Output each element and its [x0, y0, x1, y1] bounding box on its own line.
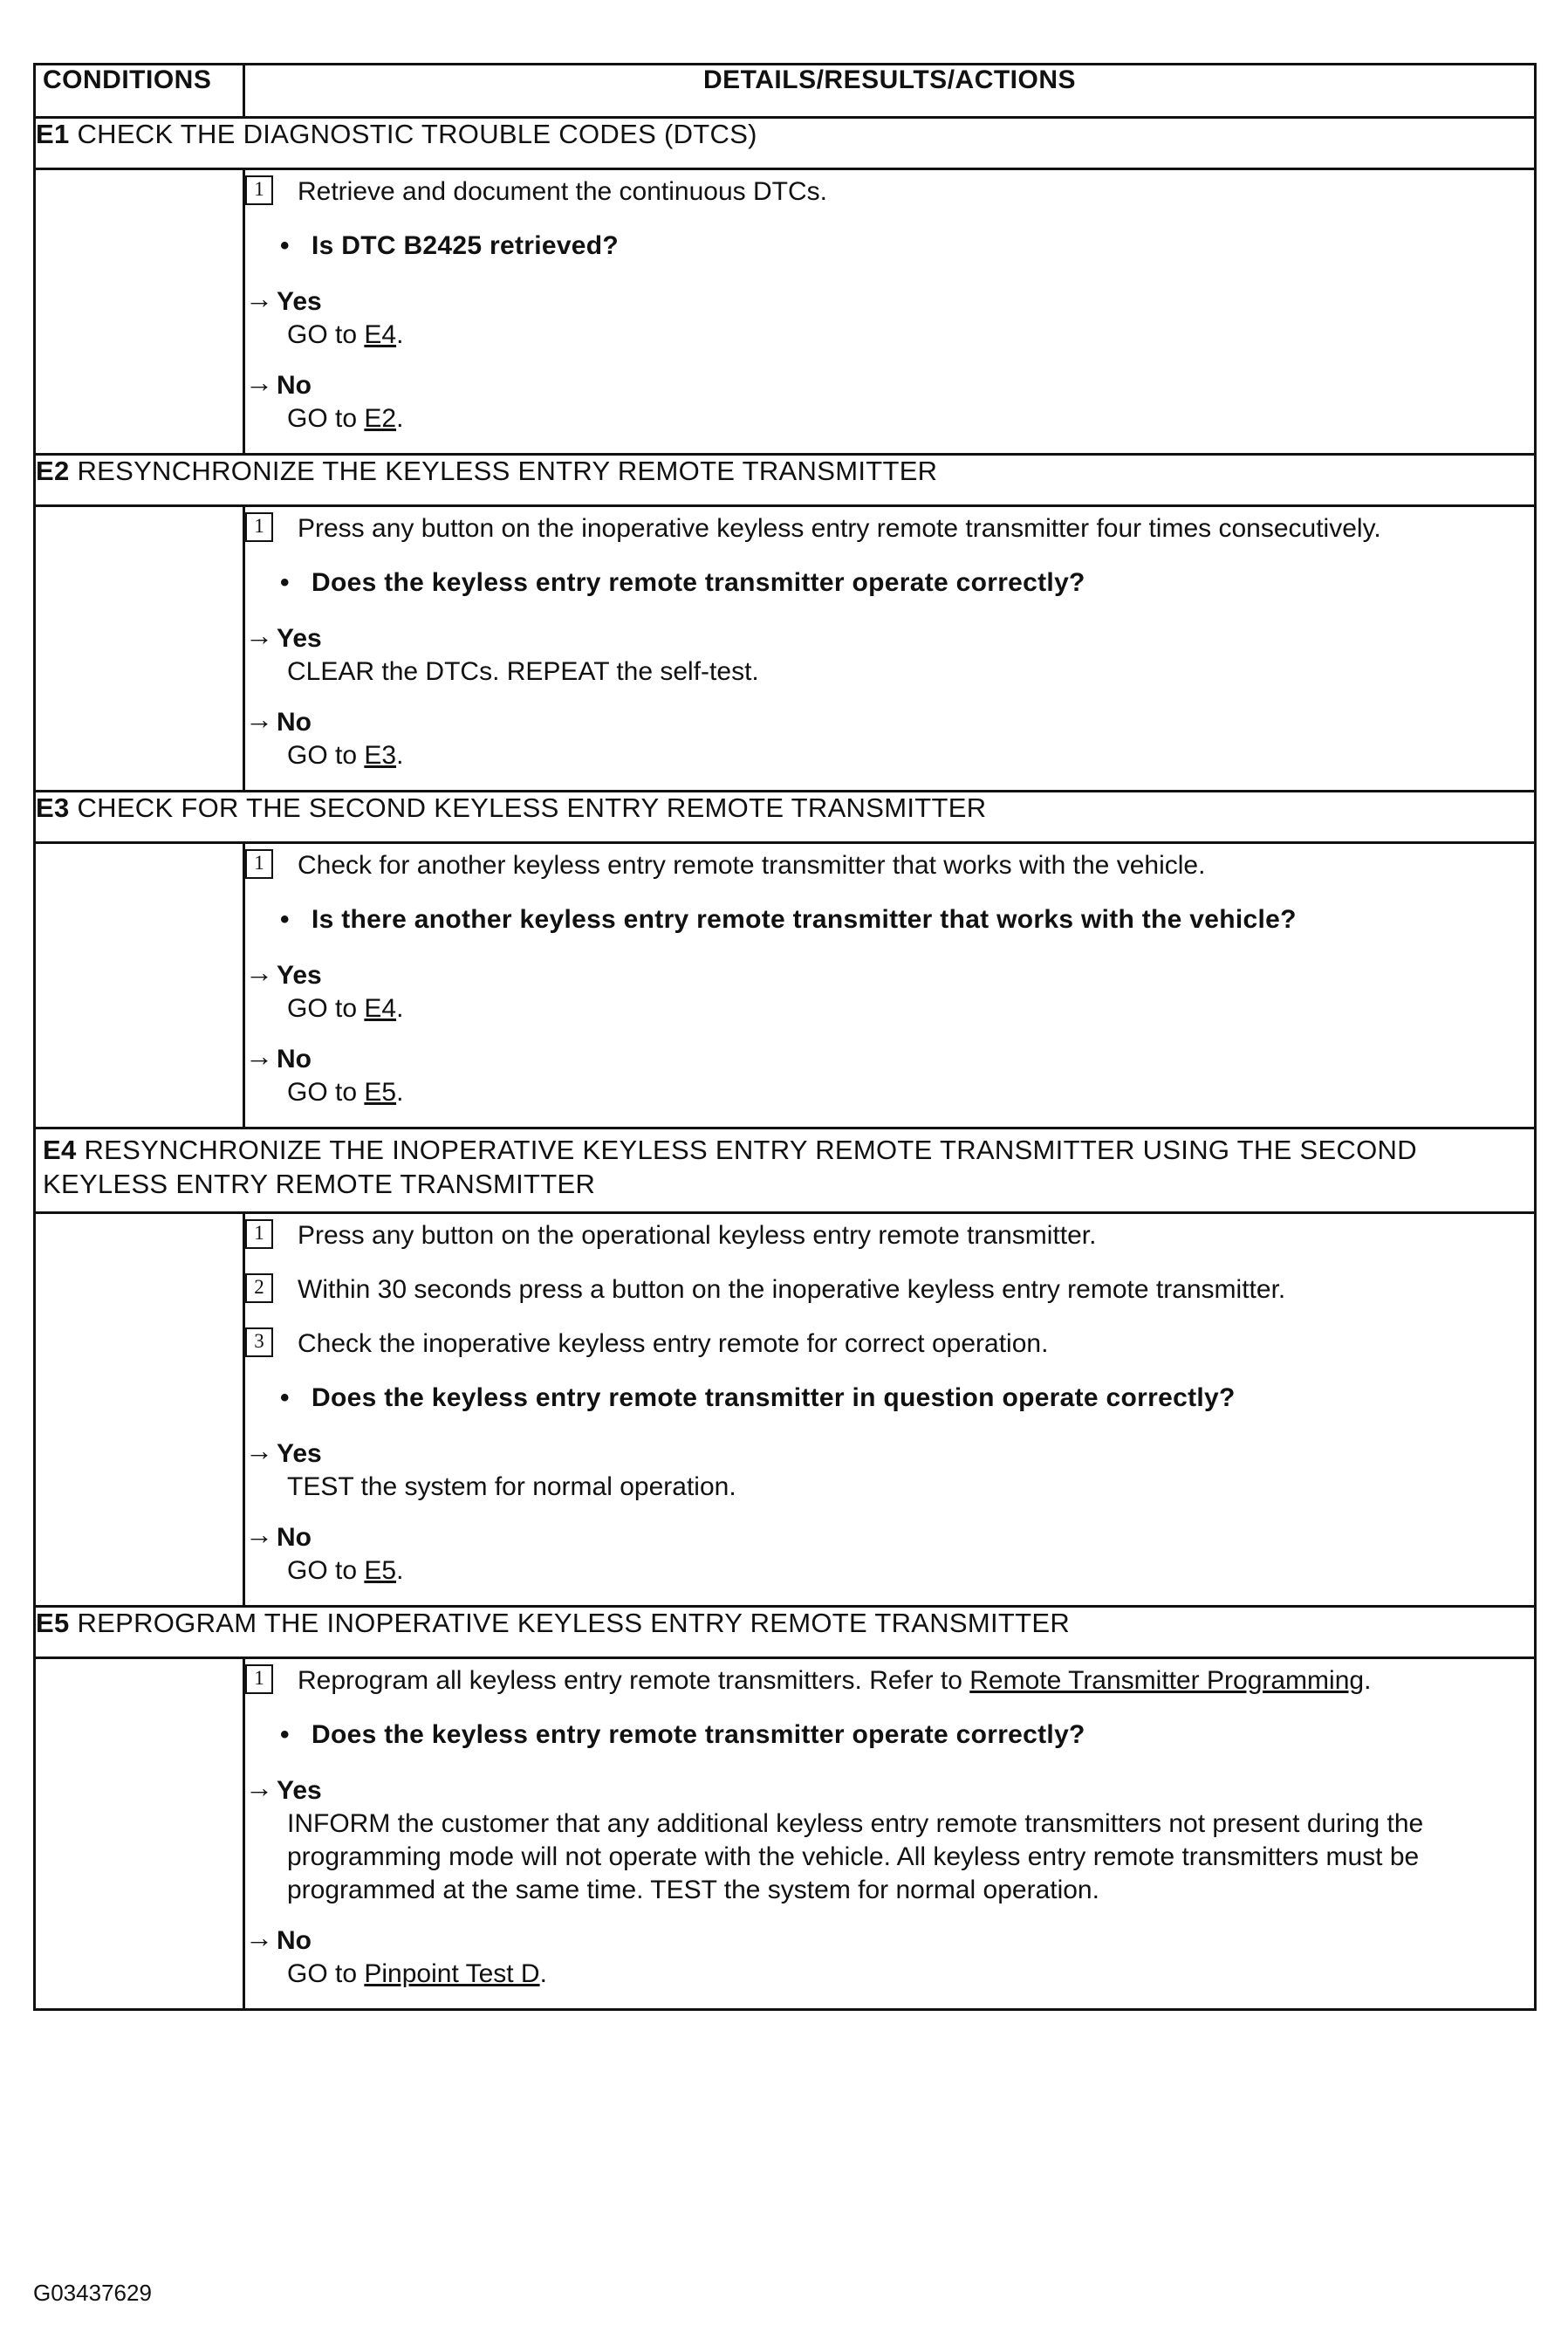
pinpoint-test-link[interactable]: Pinpoint Test D	[364, 1959, 540, 1988]
step-title-e2	[35, 455, 1536, 506]
goto-link[interactable]: E4	[364, 994, 397, 1023]
step-number-box: 1	[245, 1664, 273, 1694]
arrow-icon: →	[245, 703, 273, 735]
step-code: E2	[36, 456, 70, 486]
action-item	[245, 175, 1534, 209]
arrow-icon: →	[245, 620, 273, 651]
diagnostic-table	[33, 63, 1537, 2011]
step-title-text: CHECK THE DIAGNOSTIC TROUBLE CODES (DTCS)	[69, 119, 757, 149]
action-item	[245, 1327, 1534, 1361]
step-title-text: REPROGRAM THE INOPERATIVE KEYLESS ENTRY REMOTE TRANSMITTER	[69, 1608, 1071, 1638]
result-no	[245, 1521, 1534, 1588]
step-code: E5	[36, 1608, 70, 1638]
step-code: E3	[36, 792, 70, 823]
action-text: Within 30 seconds press a button on the inoperative keyless entry remote transmitter.	[298, 1275, 1286, 1304]
step-title-row	[35, 792, 1536, 843]
action-item	[245, 1219, 1534, 1252]
result-text: INFORM the customer that any additional keyless entry remote transmitters not present during the programming mode will not operate with the vehicle. All keyless entry remote transmitters must be programmed at the same time. TEST the system for normal operation.	[287, 1809, 1424, 1904]
goto-link[interactable]: E2	[364, 404, 397, 433]
conditions-cell	[35, 843, 244, 1128]
step-body-row	[35, 1658, 1536, 2010]
result-text: GO to E3.	[287, 741, 404, 770]
action-item	[245, 512, 1534, 545]
step-title-e3	[35, 792, 1536, 843]
action-text: Check for another keyless entry remote transmitter that works with the vehicle.	[298, 851, 1206, 880]
result-text: GO to Pinpoint Test D.	[287, 1959, 547, 1988]
conditions-header: CONDITIONS	[35, 65, 244, 118]
result-label: Yes	[277, 287, 322, 316]
result-yes	[245, 1774, 1534, 1907]
arrow-icon: →	[245, 957, 273, 988]
goto-link[interactable]: E5	[364, 1078, 397, 1107]
result-label: No	[277, 1926, 312, 1955]
arrow-icon: →	[245, 1519, 273, 1550]
diagnostic-chart	[33, 63, 1534, 2011]
action-text: Retrieve and document the continuous DTCs.	[298, 177, 827, 206]
action-text: Reprogram all keyless entry remote transmitters. Refer to	[298, 1666, 970, 1695]
remote-transmitter-programming-link[interactable]: Remote Transmitter Programming	[969, 1666, 1365, 1695]
question	[280, 230, 1534, 263]
table-header-row	[35, 65, 1536, 118]
details-cell	[244, 169, 1536, 455]
goto-link[interactable]: E3	[364, 741, 397, 770]
result-text: GO to E4.	[287, 994, 404, 1023]
arrow-icon: →	[245, 1772, 273, 1803]
question-text: Does the keyless entry remote transmitter operate correctly?	[312, 568, 1085, 597]
arrow-icon: →	[245, 1435, 273, 1466]
goto-link[interactable]: E4	[364, 320, 397, 349]
result-yes	[245, 622, 1534, 689]
question	[280, 1718, 1534, 1752]
result-no	[245, 703, 1534, 772]
bullet-icon: •	[280, 1383, 290, 1412]
action-item: 1 Reprogram all keyless entry remote transmitters. Refer to Remote Transmitter Programming.	[245, 1664, 1534, 1698]
step-title-e5	[35, 1607, 1536, 1658]
step-title-row	[35, 1607, 1536, 1658]
step-title-e1	[35, 118, 1536, 169]
conditions-cell	[35, 1213, 244, 1607]
arrow-icon: →	[245, 367, 273, 398]
action-item	[245, 849, 1534, 882]
goto-link[interactable]: E5	[364, 1556, 397, 1585]
question	[280, 903, 1534, 936]
step-number-box: 3	[245, 1327, 273, 1357]
question-text: Is DTC B2425 retrieved?	[312, 231, 620, 260]
step-title-text: CHECK FOR THE SECOND KEYLESS ENTRY REMOTE TRANSMITTER	[69, 792, 987, 823]
result-yes	[245, 1437, 1534, 1504]
details-cell	[244, 506, 1536, 792]
details-header: DETAILS/RESULTS/ACTIONS	[244, 65, 1536, 118]
result-text: TEST the system for normal operation.	[287, 1472, 736, 1501]
conditions-cell	[35, 169, 244, 455]
result-label: No	[277, 1523, 312, 1552]
action-text: Press any button on the operational keyless entry remote transmitter.	[298, 1221, 1097, 1250]
step-number-box: 1	[245, 175, 273, 205]
bullet-icon: •	[280, 1720, 290, 1749]
bullet-icon: •	[280, 568, 290, 597]
action-text: Press any button on the inoperative keyless entry remote transmitter four times consecutively.	[298, 514, 1381, 543]
step-number-box: 1	[245, 1219, 273, 1249]
arrow-icon: →	[245, 283, 273, 314]
result-label: Yes	[277, 1776, 322, 1805]
bullet-icon: •	[280, 905, 290, 934]
result-yes	[245, 959, 1534, 1025]
result-label: Yes	[277, 1439, 322, 1468]
step-code: E1	[36, 119, 70, 149]
step-body-row	[35, 843, 1536, 1128]
result-label: Yes	[277, 961, 322, 990]
result-label: Yes	[277, 624, 322, 653]
result-text: GO to E4.	[287, 320, 404, 349]
question-text: Does the keyless entry remote transmitter in question operate correctly?	[312, 1383, 1236, 1412]
question-text: Does the keyless entry remote transmitter operate correctly?	[312, 1720, 1085, 1749]
step-title-row	[35, 1128, 1536, 1213]
step-title-text: RESYNCHRONIZE THE KEYLESS ENTRY REMOTE TRANSMITTER	[69, 456, 938, 486]
arrow-icon: →	[245, 1922, 273, 1953]
step-title-row	[35, 455, 1536, 506]
step-title-e4	[35, 1128, 1536, 1213]
result-no	[245, 1924, 1534, 1991]
question	[280, 1382, 1534, 1415]
question-text: Is there another keyless entry remote transmitter that works with the vehicle?	[312, 905, 1297, 934]
result-yes	[245, 285, 1534, 352]
step-number-box: 2	[245, 1273, 273, 1303]
result-label: No	[277, 708, 312, 737]
step-number-box: 1	[245, 512, 273, 542]
details-cell	[244, 843, 1536, 1128]
conditions-cell	[35, 506, 244, 792]
step-body-row	[35, 169, 1536, 455]
question	[280, 566, 1534, 600]
result-text: CLEAR the DTCs. REPEAT the self-test.	[287, 657, 759, 686]
action-text: Check the inoperative keyless entry remote for correct operation.	[298, 1329, 1049, 1358]
arrow-icon: →	[245, 1040, 273, 1072]
step-title-text: RESYNCHRONIZE THE INOPERATIVE KEYLESS ENTRY REMOTE TRANSMITTER USING THE SECOND KEYLESS ENTRY REMOTE TRANSMITTER	[43, 1135, 1417, 1199]
result-text: GO to E5.	[287, 1078, 404, 1107]
result-text: GO to E5.	[287, 1556, 404, 1585]
step-body-row	[35, 506, 1536, 792]
result-text: GO to E2.	[287, 404, 404, 433]
details-cell	[244, 1658, 1536, 2010]
step-title-row	[35, 118, 1536, 169]
step-code: E4	[43, 1135, 77, 1165]
action-item	[245, 1273, 1534, 1307]
figure-id: G03437629	[33, 2280, 152, 2306]
result-label: No	[277, 1045, 312, 1073]
result-no	[245, 1040, 1534, 1109]
details-cell	[244, 1213, 1536, 1607]
step-number-box: 1	[245, 849, 273, 879]
step-body-row	[35, 1213, 1536, 1607]
result-label: No	[277, 371, 312, 400]
conditions-cell	[35, 1658, 244, 2010]
bullet-icon: •	[280, 231, 290, 260]
result-no	[245, 369, 1534, 436]
